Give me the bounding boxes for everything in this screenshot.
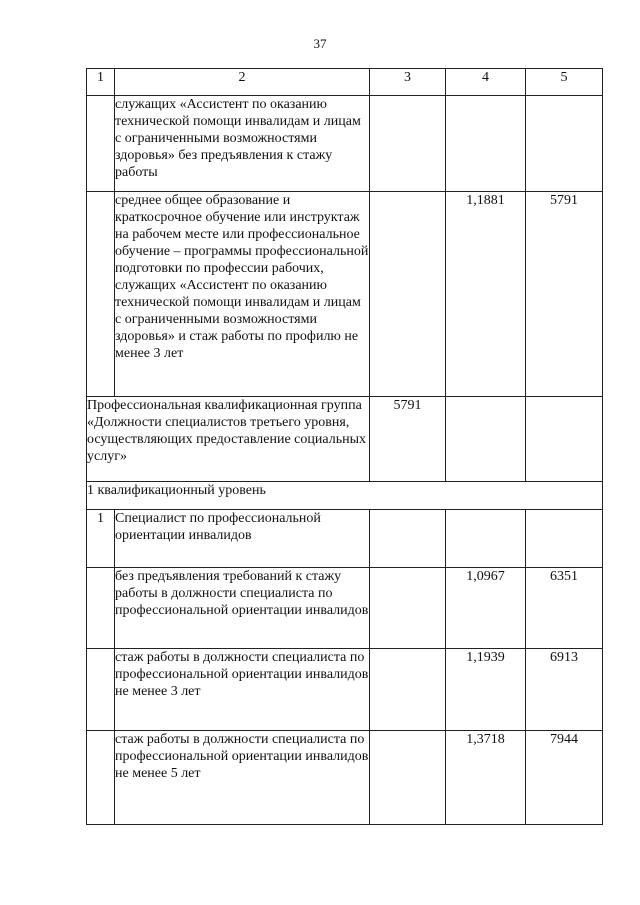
header-col-4: 4 [446,69,526,96]
empty-cell [370,568,446,649]
salary-cell [526,96,603,192]
empty-cell [370,649,446,731]
table-row [87,192,603,397]
header-col-3: 3 [370,69,446,96]
index-cell [87,96,115,192]
position-index: 1 [87,510,115,568]
coefficient-cell [446,96,526,192]
table-row [87,96,603,192]
table-row [87,568,603,649]
table-row [87,731,603,825]
empty-cell [526,397,603,482]
table-row [87,649,603,731]
header-col-2: 2 [115,69,370,96]
empty-cell [370,96,446,192]
coefficient-cell: 1,0967 [446,568,526,649]
coefficient-cell: 1,3718 [446,731,526,825]
empty-cell [370,192,446,397]
empty-cell [446,510,526,568]
page-number: 37 [313,36,327,51]
requirement-text: среднее общее образование и краткосрочное обучение или инструктаж на рабочем месте или профессиональное обучение – программы профессиональной подготовки по профессии рабочих, служащих «Ассистент по оказанию технической помощи инвалидам и лицам с ограниченными возможностями здоровья» и стаж работы по профилю не менее 3 лет [115,192,370,397]
requirement-text: служащих «Ассистент по оказанию технической помощи инвалидам и лицам с ограниченными возможностями здоровья» без предъявления к стажу работы [115,96,370,192]
header-col-5: 5 [526,69,603,96]
salary-cell: 7944 [526,731,603,825]
group-title: Профессиональная квалификационная группа «Должности специалистов третьего уровня, осуществляющих предоставление социальных услуг» [87,397,370,482]
salary-cell: 6913 [526,649,603,731]
position-row [87,510,603,568]
index-cell [87,568,115,649]
empty-cell [370,731,446,825]
empty-cell [446,397,526,482]
index-cell [87,649,115,731]
requirement-text: стаж работы в должности специалиста по профессиональной ориентации инвалидов не менее 3 лет [115,649,370,731]
header-col-1: 1 [87,69,115,96]
requirement-text: стаж работы в должности специалиста по профессиональной ориентации инвалидов не менее 5 лет [115,731,370,825]
group-base-salary: 5791 [370,397,446,482]
index-cell [87,731,115,825]
salary-cell: 5791 [526,192,603,397]
level-row [87,482,603,510]
salary-table [86,68,603,825]
position-title: Специалист по профессиональной ориентации инвалидов [115,510,370,568]
group-row [87,397,603,482]
coefficient-cell: 1,1881 [446,192,526,397]
empty-cell [370,510,446,568]
salary-cell: 6351 [526,568,603,649]
qualification-level: 1 квалификационный уровень [87,482,603,510]
requirement-text: без предъявления требований к стажу работы в должности специалиста по профессиональной ориентации инвалидов [115,568,370,649]
empty-cell [526,510,603,568]
index-cell [87,192,115,397]
coefficient-cell: 1,1939 [446,649,526,731]
table-header-row [87,69,603,96]
